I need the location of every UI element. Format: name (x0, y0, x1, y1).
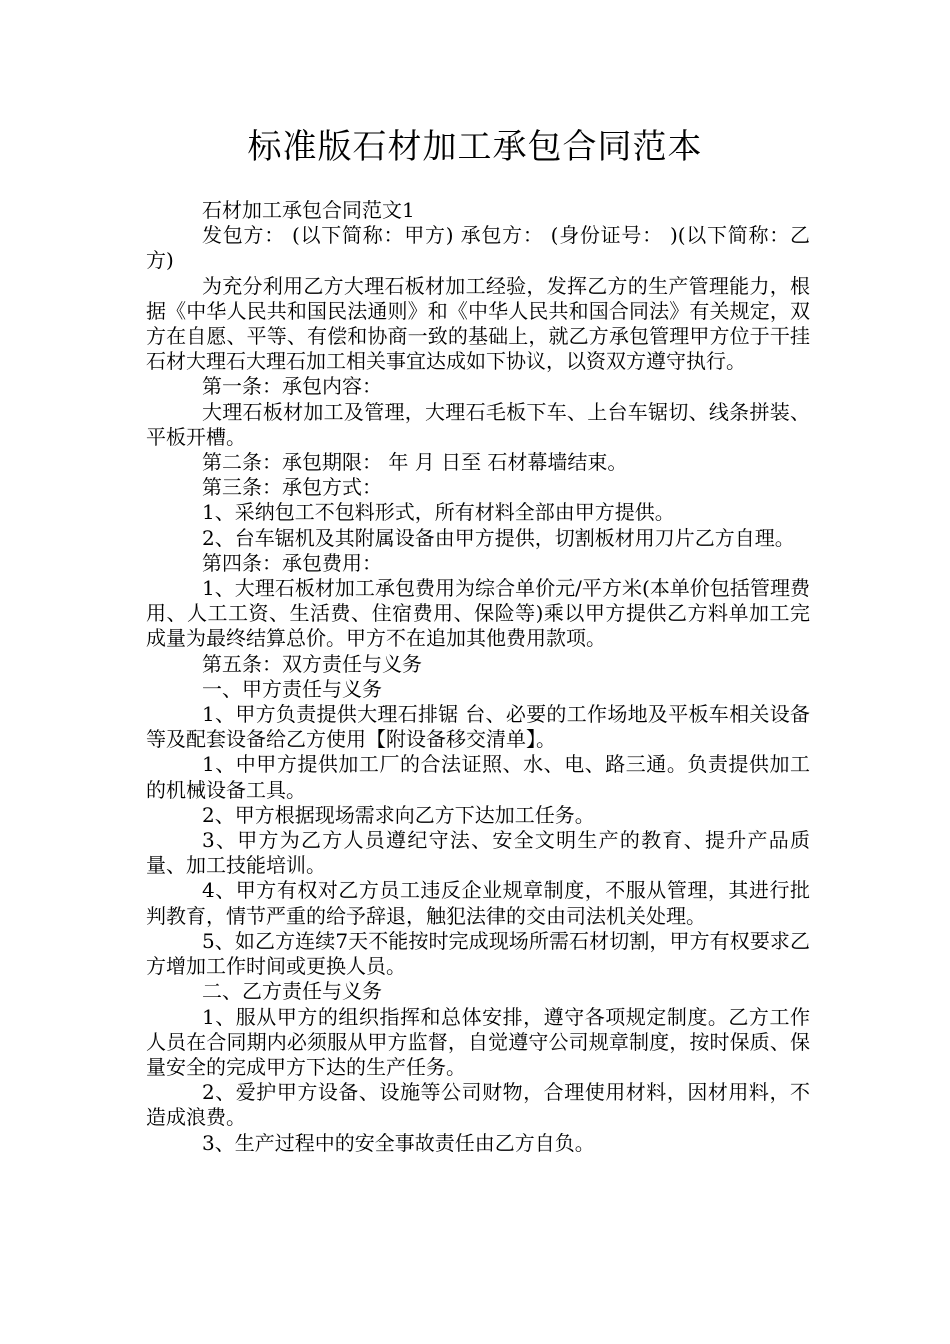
document-body (146, 198, 810, 1156)
paragraph: 第四条：承包费用： (202, 550, 382, 575)
paragraph: 4、甲方有权对乙方员工违反企业规章制度，不服从管理，其进行批判教育，情节严重的给予辞退，触犯法律的交由司法机关处理。 (146, 878, 810, 928)
paragraph: 2、爱护甲方设备、设施等公司财物，合理使用材料，因材用料，不造成浪费。 (146, 1080, 810, 1130)
paragraph: 发包方： (以下简称：甲方) 承包方： (身份证号： )(以下简称：乙方) (146, 223, 810, 273)
paragraph: 第三条：承包方式： (202, 475, 382, 500)
paragraph: 第二条：承包期限： 年 月 日至 石材幕墙结束。 (202, 450, 628, 475)
document-title: 标准版石材加工承包合同范本 (247, 127, 703, 167)
paragraph: 1、采纳包工不包料形式，所有材料全部由甲方提供。 (202, 500, 675, 525)
paragraph: 一、甲方责任与义务 (202, 676, 382, 701)
paragraph: 石材加工承包合同范文1 (202, 198, 415, 222)
paragraph: 1、大理石板材加工承包费用为综合单价元/平方米(本单价包括管理费用、人工工资、生活费、住宿费用、保险等)乘以甲方提供乙方料单加工完成量为最终结算总价。甲方不在追加其他费用款项。 (146, 576, 810, 651)
paragraph: 第一条：承包内容： (202, 374, 382, 399)
paragraph: 3、甲方为乙方人员遵纪守法、安全文明生产的教育、提升产品质量、加工技能培训。 (146, 828, 810, 878)
paragraph: 3、生产过程中的安全事故责任由乙方自负。 (202, 1130, 595, 1155)
paragraph: 2、甲方根据现场需求向乙方下达加工任务。 (202, 802, 595, 827)
paragraph: 为充分利用乙方大理石板材加工经验，发挥乙方的生产管理能力，根据《中华人民共和国民法通则》和《中华人民共和国合同法》有关规定，双方在自愿、平等、有偿和协商一致的基础上，就乙方承包管理甲方位于干挂石材大理石大理石加工相关事宜达成如下协议，以资双方遵守执行。 (146, 273, 810, 374)
paragraph: 1、服从甲方的组织指挥和总体安排，遵守各项规定制度。乙方工作人员在合同期内必须服从甲方监督，自觉遵守公司规章制度，按时保质、保量安全的完成甲方下达的生产任务。 (146, 1004, 810, 1079)
paragraph: 1、甲方负责提供大理石排锯 台、必要的工作场地及平板车相关设备等及配套设备给乙方使用【附设备移交清单】。 (146, 702, 810, 752)
paragraph: 第五条：双方责任与义务 (202, 651, 422, 676)
paragraph: 1、中甲方提供加工厂的合法证照、水、电、路三通。负责提供加工的机械设备工具。 (146, 752, 810, 802)
paragraph: 大理石板材加工及管理，大理石毛板下车、上台车锯切、线条拼装、平板开槽。 (146, 399, 810, 449)
paragraph: 二、乙方责任与义务 (202, 979, 382, 1004)
paragraph: 5、如乙方连续7天不能按时完成现场所需石材切割，甲方有权要求乙方增加工作时间或更换人员。 (146, 928, 810, 979)
paragraph: 2、台车锯机及其附属设备由甲方提供，切割板材用刀片乙方自理。 (202, 525, 795, 550)
